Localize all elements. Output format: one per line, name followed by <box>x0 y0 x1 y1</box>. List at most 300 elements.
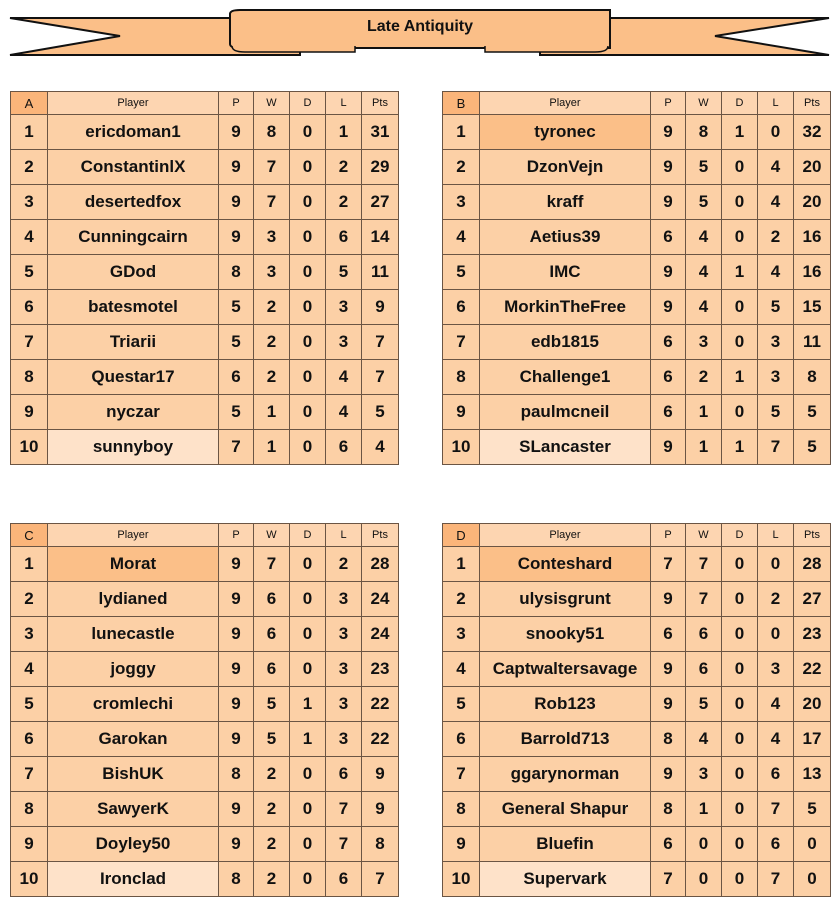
cell-rank: 9 <box>443 827 480 862</box>
cell-rank: 5 <box>11 255 48 290</box>
cell-player: joggy <box>48 652 219 687</box>
cell-player: ConstantinlX <box>48 150 219 185</box>
cell-rank: 8 <box>11 792 48 827</box>
cell-played: 9 <box>219 547 254 582</box>
cell-won: 4 <box>686 220 722 255</box>
cell-points: 11 <box>362 255 399 290</box>
table-row <box>11 722 399 757</box>
cell-rank: 8 <box>443 792 480 827</box>
cell-lost: 3 <box>758 325 794 360</box>
cell-rank: 7 <box>443 325 480 360</box>
cell-player: ggarynorman <box>480 757 651 792</box>
cell-won: 4 <box>686 290 722 325</box>
cell-played: 9 <box>219 722 254 757</box>
cell-player: Challenge1 <box>480 360 651 395</box>
cell-rank: 6 <box>11 722 48 757</box>
cell-played: 6 <box>651 360 686 395</box>
cell-lost: 2 <box>758 582 794 617</box>
cell-drawn: 0 <box>722 220 758 255</box>
cell-lost: 2 <box>326 150 362 185</box>
cell-player: Triarii <box>48 325 219 360</box>
cell-drawn: 1 <box>722 360 758 395</box>
cell-won: 2 <box>254 290 290 325</box>
cell-won: 6 <box>686 617 722 652</box>
header-row <box>443 524 831 547</box>
header-won: W <box>254 524 290 547</box>
header-drawn: D <box>290 524 326 547</box>
cell-won: 2 <box>254 757 290 792</box>
cell-drawn: 0 <box>290 185 326 220</box>
group-letter: A <box>11 92 48 115</box>
header-won: W <box>254 92 290 115</box>
table-row <box>443 115 831 150</box>
cell-points: 20 <box>794 150 831 185</box>
cell-points: 20 <box>794 185 831 220</box>
cell-player: SawyerK <box>48 792 219 827</box>
cell-lost: 3 <box>758 652 794 687</box>
cell-won: 1 <box>254 395 290 430</box>
cell-points: 7 <box>362 325 399 360</box>
cell-lost: 3 <box>326 290 362 325</box>
cell-won: 4 <box>686 255 722 290</box>
table-row <box>11 652 399 687</box>
cell-drawn: 0 <box>290 430 326 465</box>
cell-played: 7 <box>651 862 686 897</box>
cell-rank: 4 <box>443 220 480 255</box>
cell-drawn: 0 <box>722 547 758 582</box>
cell-points: 13 <box>794 757 831 792</box>
cell-lost: 3 <box>326 652 362 687</box>
cell-played: 9 <box>651 652 686 687</box>
cell-points: 16 <box>794 255 831 290</box>
cell-points: 0 <box>794 827 831 862</box>
cell-drawn: 1 <box>290 722 326 757</box>
cell-lost: 0 <box>758 547 794 582</box>
cell-drawn: 0 <box>290 547 326 582</box>
header-won: W <box>686 524 722 547</box>
table-row <box>443 325 831 360</box>
cell-rank: 1 <box>11 547 48 582</box>
cell-player: lunecastle <box>48 617 219 652</box>
cell-lost: 3 <box>326 582 362 617</box>
cell-played: 9 <box>219 220 254 255</box>
table-row <box>11 325 399 360</box>
cell-points: 29 <box>362 150 399 185</box>
cell-played: 6 <box>651 827 686 862</box>
cell-drawn: 0 <box>290 220 326 255</box>
cell-lost: 6 <box>326 220 362 255</box>
cell-player: kraff <box>480 185 651 220</box>
cell-played: 9 <box>219 582 254 617</box>
cell-player: nyczar <box>48 395 219 430</box>
cell-player: Bluefin <box>480 827 651 862</box>
header-row <box>443 92 831 115</box>
table-row <box>11 290 399 325</box>
cell-player: DzonVejn <box>480 150 651 185</box>
cell-drawn: 0 <box>290 290 326 325</box>
header-won: W <box>686 92 722 115</box>
table-row <box>443 792 831 827</box>
cell-rank: 8 <box>443 360 480 395</box>
cell-played: 9 <box>219 827 254 862</box>
cell-drawn: 0 <box>290 395 326 430</box>
cell-played: 6 <box>651 220 686 255</box>
cell-won: 2 <box>254 792 290 827</box>
header-played: P <box>651 524 686 547</box>
cell-drawn: 0 <box>722 722 758 757</box>
cell-player: MorkinTheFree <box>480 290 651 325</box>
cell-rank: 2 <box>11 582 48 617</box>
cell-played: 7 <box>651 547 686 582</box>
cell-won: 2 <box>254 827 290 862</box>
cell-drawn: 0 <box>722 185 758 220</box>
cell-player: General Shapur <box>480 792 651 827</box>
table-row <box>11 862 399 897</box>
cell-played: 5 <box>219 325 254 360</box>
header-player: Player <box>480 524 651 547</box>
cell-played: 9 <box>651 255 686 290</box>
cell-points: 9 <box>362 290 399 325</box>
cell-played: 6 <box>651 395 686 430</box>
header-player: Player <box>480 92 651 115</box>
table-row <box>443 862 831 897</box>
cell-won: 7 <box>254 150 290 185</box>
cell-rank: 6 <box>443 290 480 325</box>
table-row <box>443 617 831 652</box>
cell-played: 6 <box>219 360 254 395</box>
table-row <box>11 115 399 150</box>
cell-drawn: 0 <box>290 862 326 897</box>
cell-player: paulmcneil <box>480 395 651 430</box>
cell-rank: 5 <box>11 687 48 722</box>
cell-points: 24 <box>362 582 399 617</box>
cell-rank: 10 <box>443 430 480 465</box>
cell-points: 7 <box>362 360 399 395</box>
cell-points: 28 <box>794 547 831 582</box>
cell-played: 8 <box>219 862 254 897</box>
cell-won: 2 <box>254 862 290 897</box>
cell-won: 5 <box>254 687 290 722</box>
cell-player: Supervark <box>480 862 651 897</box>
cell-rank: 9 <box>443 395 480 430</box>
cell-rank: 3 <box>443 617 480 652</box>
cell-won: 3 <box>254 255 290 290</box>
cell-rank: 9 <box>11 395 48 430</box>
table-row <box>11 430 399 465</box>
group-letter: C <box>11 524 48 547</box>
cell-player: BishUK <box>48 757 219 792</box>
cell-points: 27 <box>362 185 399 220</box>
table-row <box>443 652 831 687</box>
cell-won: 2 <box>686 360 722 395</box>
cell-points: 27 <box>794 582 831 617</box>
cell-player: IMC <box>480 255 651 290</box>
cell-lost: 7 <box>758 792 794 827</box>
table-row <box>11 395 399 430</box>
cell-won: 7 <box>254 185 290 220</box>
header-played: P <box>651 92 686 115</box>
cell-player: Rob123 <box>480 687 651 722</box>
table-row <box>443 150 831 185</box>
cell-lost: 4 <box>758 255 794 290</box>
cell-lost: 4 <box>758 150 794 185</box>
cell-player: Doyley50 <box>48 827 219 862</box>
group-d-table <box>442 523 831 897</box>
cell-won: 5 <box>686 185 722 220</box>
cell-lost: 6 <box>758 757 794 792</box>
cell-lost: 2 <box>326 547 362 582</box>
table-row <box>11 757 399 792</box>
cell-player: Cunningcairn <box>48 220 219 255</box>
cell-rank: 7 <box>11 325 48 360</box>
table-row <box>443 430 831 465</box>
header-player: Player <box>48 92 219 115</box>
cell-played: 9 <box>219 617 254 652</box>
cell-points: 9 <box>362 792 399 827</box>
table-row <box>11 792 399 827</box>
header-drawn: D <box>722 92 758 115</box>
cell-rank: 2 <box>443 582 480 617</box>
cell-won: 0 <box>686 862 722 897</box>
table-row <box>443 757 831 792</box>
cell-won: 6 <box>254 582 290 617</box>
table-row <box>11 547 399 582</box>
group-letter: B <box>443 92 480 115</box>
cell-player: Morat <box>48 547 219 582</box>
cell-lost: 6 <box>326 862 362 897</box>
cell-drawn: 0 <box>722 792 758 827</box>
cell-drawn: 0 <box>290 827 326 862</box>
cell-drawn: 0 <box>290 757 326 792</box>
cell-points: 22 <box>362 687 399 722</box>
cell-rank: 7 <box>11 757 48 792</box>
header-points: Pts <box>794 524 831 547</box>
table-row <box>11 360 399 395</box>
cell-drawn: 0 <box>722 150 758 185</box>
cell-lost: 6 <box>326 430 362 465</box>
cell-drawn: 0 <box>722 617 758 652</box>
cell-drawn: 0 <box>290 115 326 150</box>
cell-lost: 4 <box>326 395 362 430</box>
cell-lost: 1 <box>326 115 362 150</box>
table-row <box>443 547 831 582</box>
cell-played: 8 <box>219 255 254 290</box>
cell-drawn: 0 <box>290 792 326 827</box>
header-played: P <box>219 92 254 115</box>
cell-lost: 4 <box>758 687 794 722</box>
cell-won: 5 <box>686 150 722 185</box>
cell-played: 7 <box>219 430 254 465</box>
cell-played: 5 <box>219 395 254 430</box>
cell-drawn: 0 <box>290 255 326 290</box>
cell-drawn: 0 <box>290 582 326 617</box>
cell-rank: 3 <box>11 185 48 220</box>
cell-rank: 3 <box>443 185 480 220</box>
cell-played: 9 <box>651 757 686 792</box>
cell-drawn: 0 <box>290 325 326 360</box>
cell-lost: 2 <box>326 185 362 220</box>
cell-rank: 1 <box>11 115 48 150</box>
cell-player: Barrold713 <box>480 722 651 757</box>
table-row <box>11 220 399 255</box>
table-row <box>443 185 831 220</box>
cell-rank: 6 <box>11 290 48 325</box>
cell-won: 6 <box>254 652 290 687</box>
cell-points: 23 <box>794 617 831 652</box>
cell-lost: 3 <box>326 325 362 360</box>
cell-won: 4 <box>686 722 722 757</box>
group-a-table <box>10 91 399 465</box>
cell-rank: 10 <box>11 430 48 465</box>
cell-lost: 5 <box>758 290 794 325</box>
cell-rank: 4 <box>443 652 480 687</box>
cell-drawn: 0 <box>722 395 758 430</box>
cell-played: 5 <box>219 290 254 325</box>
cell-lost: 7 <box>758 862 794 897</box>
cell-lost: 7 <box>758 430 794 465</box>
cell-lost: 4 <box>758 185 794 220</box>
cell-played: 6 <box>651 617 686 652</box>
cell-points: 15 <box>794 290 831 325</box>
cell-points: 14 <box>362 220 399 255</box>
cell-won: 0 <box>686 827 722 862</box>
cell-drawn: 0 <box>722 325 758 360</box>
cell-played: 9 <box>219 185 254 220</box>
header-lost: L <box>326 92 362 115</box>
cell-played: 9 <box>651 290 686 325</box>
table-row <box>443 722 831 757</box>
cell-rank: 6 <box>443 722 480 757</box>
table-row <box>443 687 831 722</box>
group-b-table <box>442 91 831 465</box>
cell-points: 22 <box>794 652 831 687</box>
cell-drawn: 0 <box>722 290 758 325</box>
cell-won: 7 <box>686 547 722 582</box>
cell-player: ulysisgrunt <box>480 582 651 617</box>
cell-played: 9 <box>651 430 686 465</box>
cell-drawn: 1 <box>722 430 758 465</box>
cell-won: 2 <box>254 325 290 360</box>
cell-won: 5 <box>686 687 722 722</box>
cell-lost: 5 <box>326 255 362 290</box>
page-title: Late Antiquity <box>366 18 474 35</box>
cell-player: Questar17 <box>48 360 219 395</box>
cell-won: 2 <box>254 360 290 395</box>
cell-points: 0 <box>794 862 831 897</box>
table-row <box>443 582 831 617</box>
cell-lost: 0 <box>758 115 794 150</box>
cell-rank: 2 <box>443 150 480 185</box>
cell-rank: 4 <box>11 220 48 255</box>
cell-drawn: 0 <box>290 652 326 687</box>
cell-points: 9 <box>362 757 399 792</box>
cell-rank: 3 <box>11 617 48 652</box>
cell-drawn: 1 <box>722 255 758 290</box>
cell-won: 7 <box>686 582 722 617</box>
cell-player: cromlechi <box>48 687 219 722</box>
cell-player: Conteshard <box>480 547 651 582</box>
cell-played: 8 <box>651 722 686 757</box>
table-row <box>11 617 399 652</box>
cell-drawn: 0 <box>290 360 326 395</box>
cell-points: 20 <box>794 687 831 722</box>
cell-player: Captwaltersavage <box>480 652 651 687</box>
cell-points: 5 <box>794 395 831 430</box>
header-points: Pts <box>794 92 831 115</box>
cell-won: 8 <box>254 115 290 150</box>
cell-rank: 10 <box>11 862 48 897</box>
cell-player: ericdoman1 <box>48 115 219 150</box>
cell-won: 3 <box>686 757 722 792</box>
table-row <box>443 220 831 255</box>
table-row <box>11 185 399 220</box>
header-player: Player <box>48 524 219 547</box>
cell-won: 1 <box>254 430 290 465</box>
table-row <box>11 687 399 722</box>
header-drawn: D <box>722 524 758 547</box>
header-lost: L <box>758 92 794 115</box>
cell-won: 5 <box>254 722 290 757</box>
header-row <box>11 92 399 115</box>
cell-rank: 1 <box>443 115 480 150</box>
cell-points: 28 <box>362 547 399 582</box>
cell-lost: 0 <box>758 617 794 652</box>
cell-points: 22 <box>362 722 399 757</box>
table-row <box>443 395 831 430</box>
cell-lost: 7 <box>326 827 362 862</box>
cell-player: sunnyboy <box>48 430 219 465</box>
cell-played: 9 <box>219 652 254 687</box>
cell-lost: 6 <box>758 827 794 862</box>
cell-points: 5 <box>794 792 831 827</box>
cell-rank: 5 <box>443 687 480 722</box>
cell-lost: 3 <box>758 360 794 395</box>
cell-player: SLancaster <box>480 430 651 465</box>
cell-won: 6 <box>686 652 722 687</box>
cell-drawn: 1 <box>290 687 326 722</box>
cell-points: 7 <box>362 862 399 897</box>
cell-lost: 5 <box>758 395 794 430</box>
table-row <box>11 150 399 185</box>
cell-drawn: 1 <box>722 115 758 150</box>
cell-points: 8 <box>794 360 831 395</box>
cell-points: 31 <box>362 115 399 150</box>
cell-played: 9 <box>219 792 254 827</box>
cell-player: tyronec <box>480 115 651 150</box>
cell-won: 1 <box>686 792 722 827</box>
table-row <box>11 582 399 617</box>
cell-drawn: 0 <box>722 687 758 722</box>
table-row <box>443 290 831 325</box>
cell-rank: 9 <box>11 827 48 862</box>
cell-won: 3 <box>254 220 290 255</box>
cell-player: Aetius39 <box>480 220 651 255</box>
cell-played: 6 <box>651 325 686 360</box>
cell-won: 1 <box>686 430 722 465</box>
cell-points: 16 <box>794 220 831 255</box>
cell-player: desertedfox <box>48 185 219 220</box>
table-row <box>11 255 399 290</box>
cell-player: Garokan <box>48 722 219 757</box>
cell-lost: 3 <box>326 617 362 652</box>
cell-points: 23 <box>362 652 399 687</box>
cell-points: 5 <box>794 430 831 465</box>
cell-rank: 1 <box>443 547 480 582</box>
cell-points: 24 <box>362 617 399 652</box>
cell-won: 7 <box>254 547 290 582</box>
cell-played: 9 <box>219 687 254 722</box>
cell-player: batesmotel <box>48 290 219 325</box>
